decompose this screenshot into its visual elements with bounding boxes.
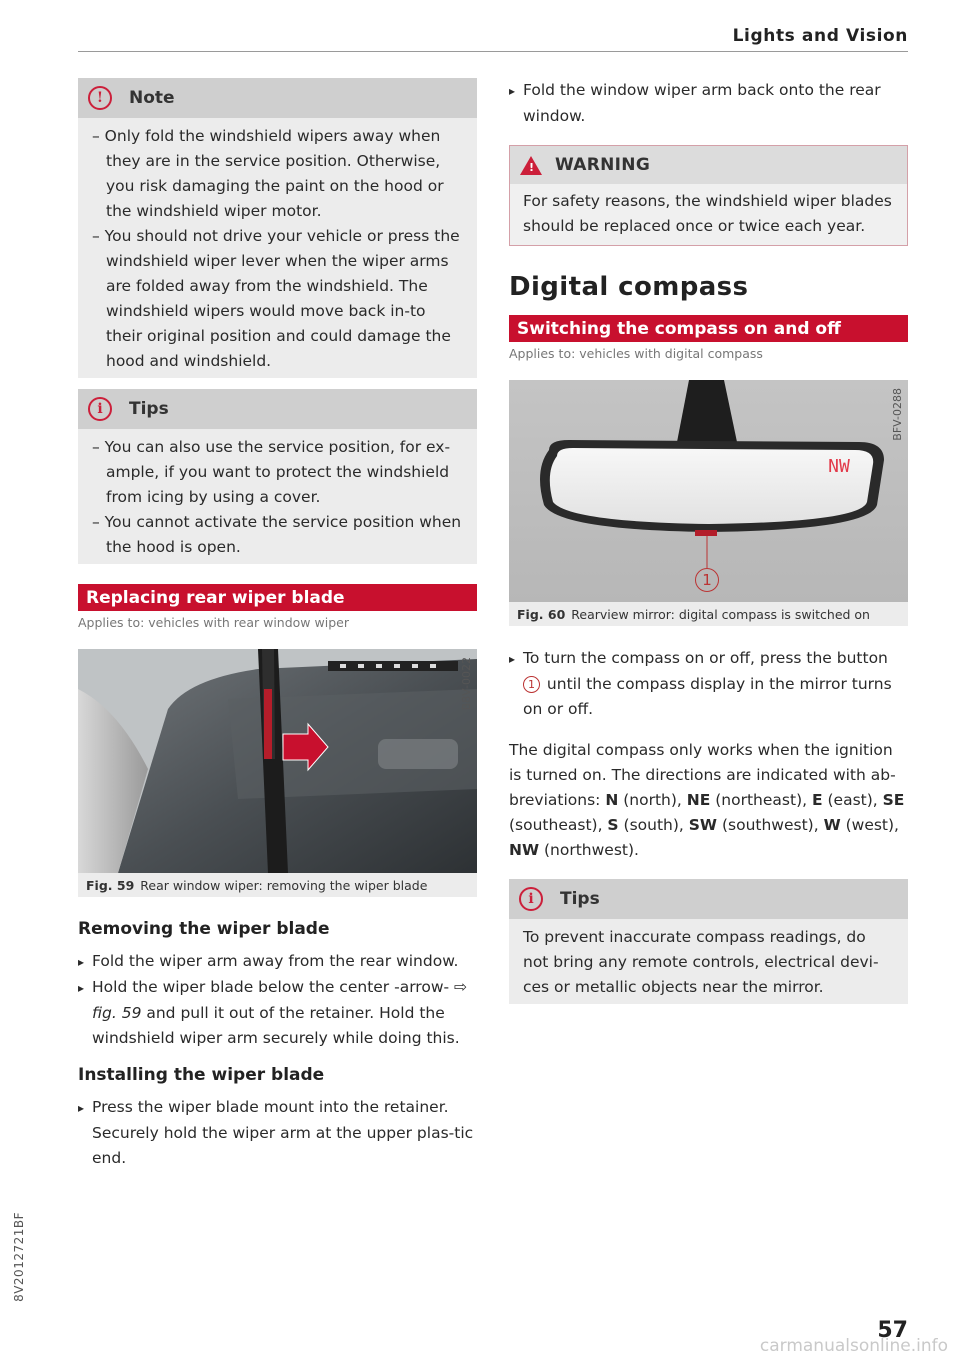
compass-intro-text: The digital compass only works when the ignition is turned on. The directions are indicated with ab-breviations: [509, 741, 896, 809]
figure-59 [78, 649, 477, 897]
dir-abbr-w: W [823, 816, 841, 834]
compass-toggle-text-b: until the compass display in the mirror turns on or off. [523, 675, 892, 718]
tips-box [78, 389, 477, 564]
document-code: 8V2012721BF [12, 1212, 26, 1302]
note-box [78, 78, 477, 378]
tips-item-1: – You can also use the service position, for ex-ample, if you want to protect the windshield from icing by using a cover. [92, 438, 451, 506]
section-title-rear-wiper: Replacing rear wiper blade [78, 584, 477, 611]
dir-abbr-n: N [605, 791, 619, 809]
figure-59-code: B8V-0022 [460, 657, 473, 711]
dir-name-n: (north), [618, 791, 687, 809]
header-rule [78, 51, 908, 52]
compass-tips-body: To prevent inaccurate compass readings, do not bring any remote controls, electrical devi-ces or metallic objects near the mirror. [523, 928, 879, 996]
compass-toggle-text-a: To turn the compass on or off, press the button [523, 649, 888, 667]
tips-title: Tips [129, 399, 169, 419]
compass-tips-title: Tips [560, 889, 600, 909]
dir-abbr-e: E [811, 791, 823, 809]
warning-header [510, 146, 907, 184]
page-number: 57 [877, 1318, 908, 1343]
dir-name-se: (southeast), [509, 816, 608, 834]
dir-abbr-sw: SW [688, 816, 718, 834]
warning-box [509, 145, 908, 246]
left-column [78, 78, 477, 1171]
installing-heading: Installing the wiper blade [78, 1065, 325, 1085]
applies-to-compass: Applies to: vehicles with digital compass [509, 346, 763, 361]
right-column [509, 78, 908, 1015]
figure-60-caption-text: Rearview mirror: digital compass is switched on [571, 606, 870, 622]
rear-wiper-photo [78, 649, 477, 873]
warning-title: WARNING [555, 155, 651, 175]
rear-window-illustration [78, 649, 477, 873]
compass-toggle-step [509, 646, 908, 722]
figure-60-caption [509, 602, 908, 626]
info-icon: i [519, 887, 543, 911]
removing-steps [78, 949, 477, 1051]
figure-59-caption [78, 873, 477, 897]
figure-59-caption-text: Rear window wiper: removing the wiper blade [140, 877, 428, 893]
tips-header [78, 389, 477, 429]
applies-to-rear-wiper: Applies to: vehicles with rear window wiper [78, 615, 349, 630]
info-icon: i [88, 397, 112, 421]
fold-back-step: ▸ Fold the window wiper arm back onto the rear window. [509, 78, 908, 129]
note-header [78, 78, 477, 118]
note-item-2: – You should not drive your vehicle or press the windshield wiper lever when the wiper arms are folded away from the windshield. The windshield wipers would move back in-to their original position and could damage the hood and windshield. [92, 227, 460, 370]
button-1-callout: 1 [523, 676, 540, 693]
figure-60-label: Fig. 60 [517, 606, 566, 622]
figure-60-code: BFV-0288 [891, 388, 904, 441]
dir-name-ne: (northeast), [710, 791, 812, 809]
compass-display-nw: NW [828, 456, 850, 477]
dir-name-w: (west), [840, 816, 899, 834]
installing-steps [78, 1095, 477, 1171]
dir-abbr-s: S [607, 816, 619, 834]
tips-item-2: – You cannot activate the service position when the hood is open. [92, 513, 462, 556]
tips-body [78, 429, 477, 564]
compass-directions-paragraph [509, 738, 908, 863]
compass-tips-header [509, 879, 908, 919]
dir-abbr-nw: NW [509, 841, 540, 859]
removing-heading: Removing the wiper blade [78, 919, 330, 939]
removing-step-2-text-a: Hold the wiper blade below the center -arrow- [92, 978, 450, 996]
installing-step-1: ▸ Press the wiper blade mount into the retainer. Securely hold the wiper arm at the upper plas-tic end. [78, 1095, 477, 1171]
watermark: carmanualsonline.info [759, 1336, 948, 1356]
dir-name-s: (south), [618, 816, 689, 834]
figure-60 [509, 380, 908, 626]
figure-59-label: Fig. 59 [86, 877, 135, 893]
warning-triangle-icon [520, 156, 542, 175]
note-title: Note [129, 88, 175, 108]
section-title-compass: Switching the compass on and off [509, 315, 908, 342]
dir-abbr-ne: NE [686, 791, 711, 809]
exclamation-icon: ! [88, 86, 112, 110]
dir-name-nw: (northwest). [539, 841, 639, 859]
note-item-1: – Only fold the windshield wipers away when they are in the service position. Otherwise, you risk damaging the paint on the hood or the windshield wiper motor. [92, 127, 444, 220]
warning-body: For safety reasons, the windshield wiper blades should be replaced once or twice each year. [523, 192, 892, 235]
dir-name-sw: (southwest), [717, 816, 824, 834]
mirror-button-callout: 1 [695, 568, 719, 592]
removing-step-2-text-b: and pull it out of the retainer. Hold the windshield wiper arm securely while doing this. [92, 1004, 460, 1047]
running-header: Lights and Vision [732, 26, 908, 46]
compass-tips-box [509, 879, 908, 1004]
dir-abbr-se: SE [882, 791, 905, 809]
figure-59-reference-link[interactable]: ⇨ fig. 59 [92, 978, 468, 1022]
removing-step-2 [78, 975, 477, 1051]
note-body [78, 118, 477, 378]
removing-step-1: ▸ Fold the wiper arm away from the rear window. [78, 949, 477, 975]
digital-compass-heading: Digital compass [509, 272, 749, 302]
dir-name-e: (east), [822, 791, 883, 809]
rearview-mirror-photo [509, 380, 908, 602]
